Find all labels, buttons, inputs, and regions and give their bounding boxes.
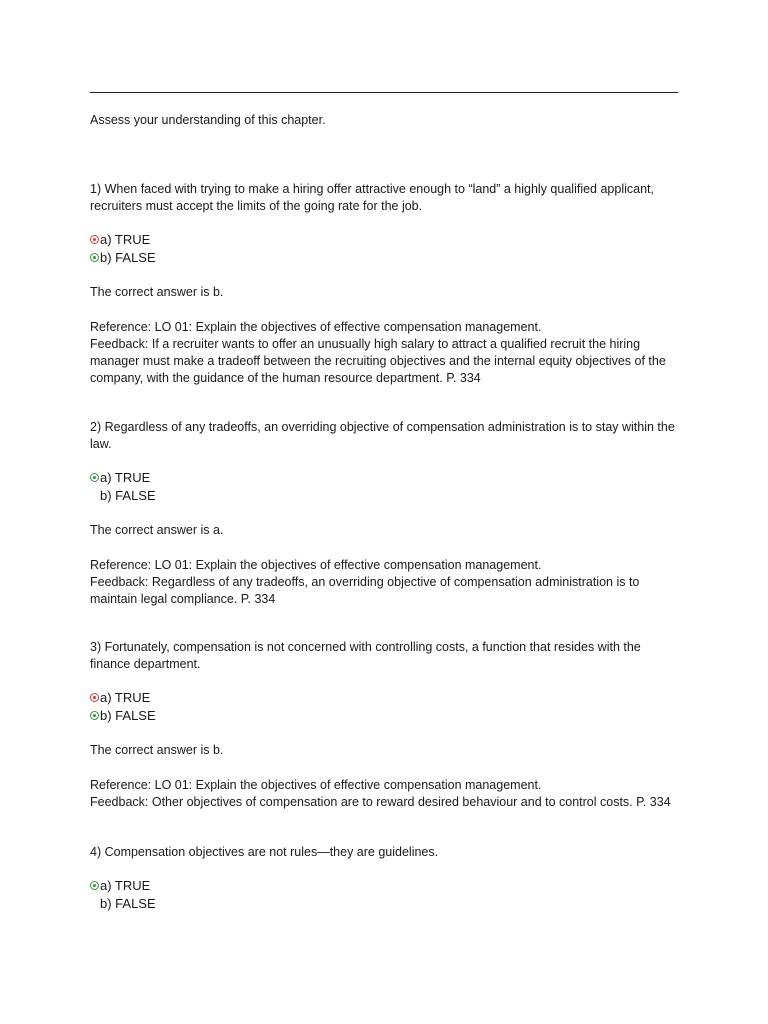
option-a[interactable] — [90, 230, 682, 248]
intro-text: Assess your understanding of this chapter. — [90, 113, 326, 127]
radio-selected-wrong-icon[interactable] — [90, 693, 99, 702]
option-label: b) FALSE — [100, 249, 156, 265]
reference: Reference: LO 01: Explain the objectives of effective compensation management. — [90, 320, 542, 334]
radio-correct-icon[interactable] — [90, 881, 99, 890]
question-4 — [90, 844, 682, 912]
correct-answer: The correct answer is b. — [90, 285, 224, 299]
question-2 — [90, 419, 682, 608]
option-a[interactable] — [90, 876, 682, 894]
correct-answer: The correct answer is a. — [90, 523, 224, 537]
option-label: a) TRUE — [100, 231, 151, 247]
option-b[interactable] — [90, 894, 682, 912]
reference: Reference: LO 01: Explain the objectives of effective compensation management. — [90, 778, 542, 792]
question-text: 3) Fortunately, compensation is not concerned with controlling costs, a function that resides with the finance department. — [90, 640, 641, 671]
radio-correct-icon[interactable] — [90, 253, 99, 262]
option-b[interactable] — [90, 486, 682, 504]
option-label: b) FALSE — [100, 895, 156, 911]
option-label: a) TRUE — [100, 469, 151, 485]
radio-empty-icon[interactable] — [90, 899, 99, 908]
question-text: 4) Compensation objectives are not rules—they are guidelines. — [90, 845, 439, 859]
feedback: Feedback: Other objectives of compensation are to reward desired behaviour and to control costs. P. 334 — [90, 795, 671, 809]
correct-answer: The correct answer is b. — [90, 743, 224, 757]
radio-empty-icon[interactable] — [90, 491, 99, 500]
answer-options — [90, 230, 682, 266]
feedback: Feedback: Regardless of any tradeoffs, an overriding objective of compensation administration is to maintain legal compliance. P. 334 — [90, 575, 640, 606]
option-a[interactable] — [90, 688, 682, 706]
option-a[interactable] — [90, 468, 682, 486]
option-label: b) FALSE — [100, 707, 156, 723]
option-label: a) TRUE — [100, 877, 151, 893]
radio-correct-icon[interactable] — [90, 711, 99, 720]
option-b[interactable] — [90, 706, 682, 724]
question-3 — [90, 639, 682, 811]
answer-options — [90, 688, 682, 724]
radio-selected-wrong-icon[interactable] — [90, 235, 99, 244]
answer-options — [90, 468, 682, 504]
answer-options — [90, 876, 682, 912]
question-text: 1) When faced with trying to make a hiring offer attractive enough to “land” a highly qualified applicant, recruiters must accept the limits of the going rate for the job. — [90, 182, 654, 213]
feedback: Feedback: If a recruiter wants to offer an unusually high salary to attract a qualified recruit the hiring manager must make a tradeoff between the recruiting objectives and the internal equity objectives of the company, with the guidance of the human resource department. P. 334 — [90, 337, 666, 385]
option-b[interactable] — [90, 248, 682, 266]
top-divider — [90, 92, 678, 93]
question-1 — [90, 181, 682, 387]
question-text: 2) Regardless of any tradeoffs, an overriding objective of compensation administration is to stay within the law. — [90, 420, 675, 451]
option-label: b) FALSE — [100, 487, 156, 503]
radio-correct-icon[interactable] — [90, 473, 99, 482]
reference: Reference: LO 01: Explain the objectives of effective compensation management. — [90, 558, 542, 572]
option-label: a) TRUE — [100, 689, 151, 705]
